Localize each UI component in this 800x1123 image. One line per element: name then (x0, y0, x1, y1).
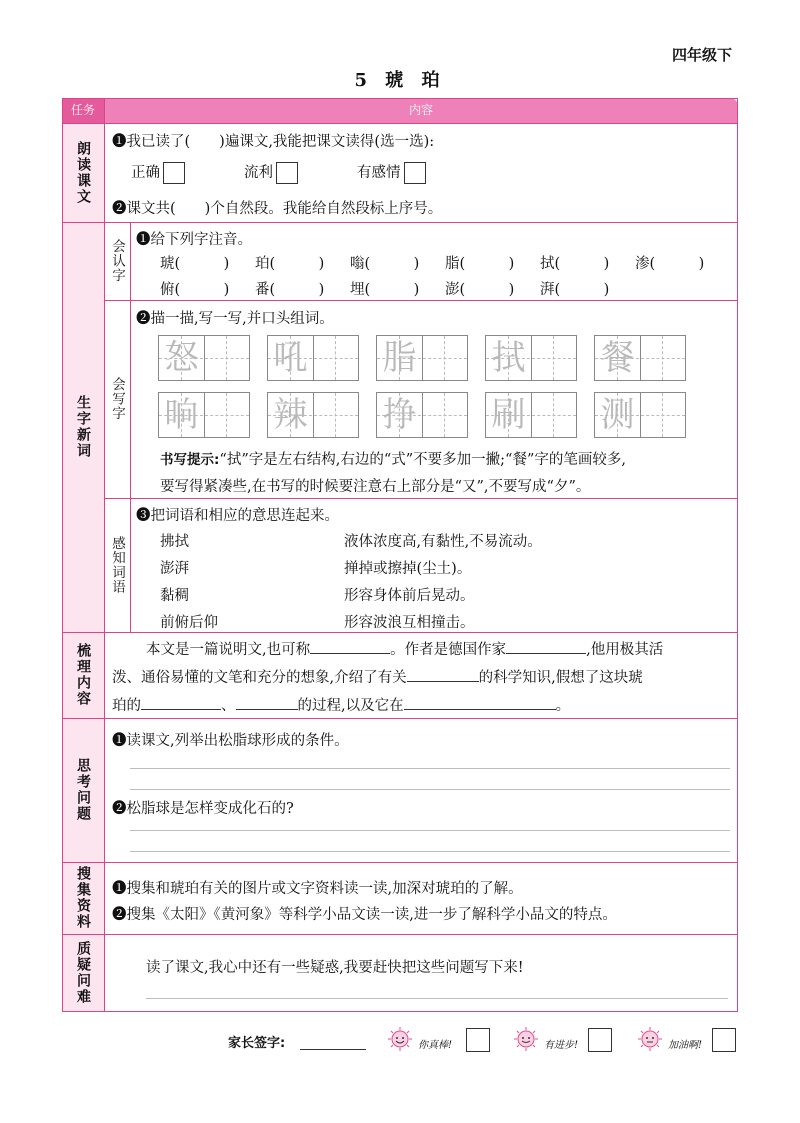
reading-q2: ❷课文共( )个自然段。我能给自然段标上序号。 (112, 201, 443, 217)
pinyin-item[interactable]: 琥( ) (160, 256, 230, 272)
trace-character: 晌 (164, 395, 199, 435)
writing-grid[interactable] (376, 392, 468, 438)
section-collect-label: 搜集资料 (75, 866, 91, 930)
section-characters-label: 生字新词 (75, 395, 91, 459)
thinking-q2: ❷松脂球是怎样变成化石的? (112, 801, 294, 817)
reading-q1: ❶我已读了( )遍课文,我能把课文读得(选一选): (112, 134, 435, 150)
word-item[interactable]: 前俯后仰 (160, 615, 218, 631)
writing-tip-line1: 书写提示:“拭”字是左右结构,右边的“式”不要多加一撇;“餐”字的笔画较多, (160, 452, 626, 468)
section-sorting-label: 梳理内容 (75, 643, 91, 707)
sticker-progress-box[interactable] (588, 1028, 612, 1052)
divider (62, 632, 738, 633)
writing-grid[interactable] (267, 335, 359, 381)
divider (62, 718, 738, 719)
pinyin-item[interactable]: 嗡( ) (350, 256, 420, 272)
perceive-instruction: ❸把词语和相应的意思连起来。 (136, 508, 339, 524)
writing-grid[interactable] (158, 392, 250, 438)
trace-character: 餐 (600, 338, 635, 378)
checkbox[interactable] (404, 162, 426, 184)
header-content: 内容 (408, 103, 433, 117)
pinyin-item[interactable]: 湃( ) (540, 282, 610, 298)
sorting-line2: 泼、通俗易懂的文笔和充分的想象,介绍了有关 的科学知识,假想了这块琥 (112, 670, 643, 686)
sticker-great-box[interactable] (466, 1028, 490, 1052)
lesson-title: 5 琥 珀 (354, 70, 446, 91)
pinyin-item[interactable]: 珀( ) (255, 256, 325, 272)
word-item[interactable]: 澎湃 (160, 561, 189, 577)
writing-grid[interactable] (158, 335, 250, 381)
answer-line[interactable] (130, 830, 730, 831)
questions-text: 读了课文,我心中还有一些疑惑,我要赶快把这些问题写下来! (146, 960, 524, 976)
sub-write-label: 会写字 (109, 377, 125, 421)
parent-sign-field[interactable] (300, 1049, 366, 1050)
writing-tip-line2: 要写得紧凑些,在书写的时候要注意右上部分是“又”,不要写成“夕”。 (160, 479, 591, 495)
pinyin-item[interactable]: 澎( ) (445, 282, 515, 298)
pinyin-item[interactable]: 渗( ) (635, 256, 705, 272)
trace-character: 怒 (164, 338, 199, 378)
divider (104, 498, 738, 499)
writing-grid[interactable] (376, 335, 468, 381)
parent-sign-label: 家长签字: (228, 1036, 286, 1051)
answer-line[interactable] (146, 998, 728, 999)
option-correct[interactable]: 正确 (131, 161, 185, 184)
pinyin-item[interactable]: 拭( ) (540, 256, 610, 272)
section-thinking-label: 思考问题 (75, 758, 91, 822)
pinyin-item[interactable]: 脂( ) (445, 256, 515, 272)
fill-blank[interactable] (310, 652, 390, 654)
pinyin-item[interactable]: 番( ) (255, 282, 325, 298)
option-emotional[interactable]: 有感情 (357, 161, 426, 184)
option-fluent[interactable]: 流利 (244, 161, 298, 184)
word-item[interactable]: 拂拭 (160, 534, 189, 550)
fill-blank[interactable] (506, 652, 586, 654)
meaning-item[interactable]: 掸掉或擦掉(尘土)。 (344, 561, 472, 577)
divider (62, 934, 738, 935)
writing-grid[interactable] (594, 392, 686, 438)
writing-grid[interactable] (485, 392, 577, 438)
section-reading-label: 朗读课文 (75, 140, 91, 205)
divider (104, 300, 738, 301)
fill-blank[interactable] (407, 680, 479, 682)
divider (62, 862, 738, 863)
answer-line[interactable] (130, 851, 730, 852)
trace-character: 挣 (382, 395, 417, 435)
checkbox[interactable] (163, 162, 185, 184)
trace-character: 拭 (491, 338, 526, 378)
smiley-sun-icon (636, 1026, 664, 1052)
sticker-great-text: 你真棒! (418, 1040, 453, 1051)
grade-label: 四年级下 (672, 46, 733, 64)
answer-line[interactable] (130, 789, 730, 790)
trace-character: 脂 (382, 338, 417, 378)
trace-character: 刷 (491, 395, 526, 435)
fill-blank[interactable] (404, 708, 556, 710)
sticker-progress (512, 1026, 540, 1056)
section-questions-label: 质疑问难 (75, 941, 91, 1005)
trace-character: 辣 (273, 395, 308, 435)
sub-recognize-label: 会认字 (109, 239, 125, 283)
meaning-item[interactable]: 液体浓度高,有黏性,不易流动。 (344, 534, 542, 550)
sticker-cheer-box[interactable] (712, 1028, 736, 1052)
fill-blank[interactable] (141, 708, 221, 710)
trace-character: 吼 (273, 338, 308, 378)
sorting-line3: 珀的 、 的过程,以及它在 。 (112, 698, 571, 714)
sorting-line1: 本文是一篇说明文,也可称 。作者是德国作家 ,他用极其活 (146, 642, 664, 658)
writing-grid[interactable] (485, 335, 577, 381)
trace-character: 测 (600, 395, 635, 435)
divider (62, 222, 738, 223)
word-item[interactable]: 黏稠 (160, 588, 189, 604)
write-instruction: ❷描一描,写一写,并口头组词。 (136, 311, 334, 327)
smiley-sun-icon (386, 1026, 414, 1052)
meaning-item[interactable]: 形容身体前后晃动。 (344, 588, 475, 604)
collect-item1: ❶搜集和琥珀有关的图片或文字资料读一读,加深对琥珀的了解。 (112, 881, 523, 897)
sub-divider (130, 222, 131, 632)
sticker-cheer (636, 1026, 664, 1056)
pinyin-item[interactable]: 埋( ) (350, 282, 420, 298)
answer-line[interactable] (130, 768, 730, 769)
writing-grid[interactable] (594, 335, 686, 381)
sticker-progress-text: 有进步! (544, 1040, 579, 1051)
sticker-cheer-text: 加油啊! (668, 1040, 703, 1051)
sub-perceive-label: 感知词语 (109, 536, 125, 594)
smiley-sun-icon (512, 1026, 540, 1052)
sticker-great (386, 1026, 414, 1056)
pinyin-item[interactable]: 俯( ) (160, 282, 230, 298)
thinking-q1: ❶读课文,列举出松脂球形成的条件。 (112, 733, 349, 749)
collect-item2: ❷搜集《太阳》《黄河象》等科学小品文读一读,进一步了解科学小品文的特点。 (112, 907, 617, 923)
writing-grid[interactable] (267, 392, 359, 438)
header-task: 任务 (62, 98, 104, 123)
fill-blank[interactable] (236, 708, 298, 710)
recognize-instruction: ❶给下列字注音。 (136, 232, 252, 248)
meaning-item[interactable]: 形容波浪互相撞击。 (344, 615, 475, 631)
checkbox[interactable] (276, 162, 298, 184)
divider (62, 123, 738, 124)
